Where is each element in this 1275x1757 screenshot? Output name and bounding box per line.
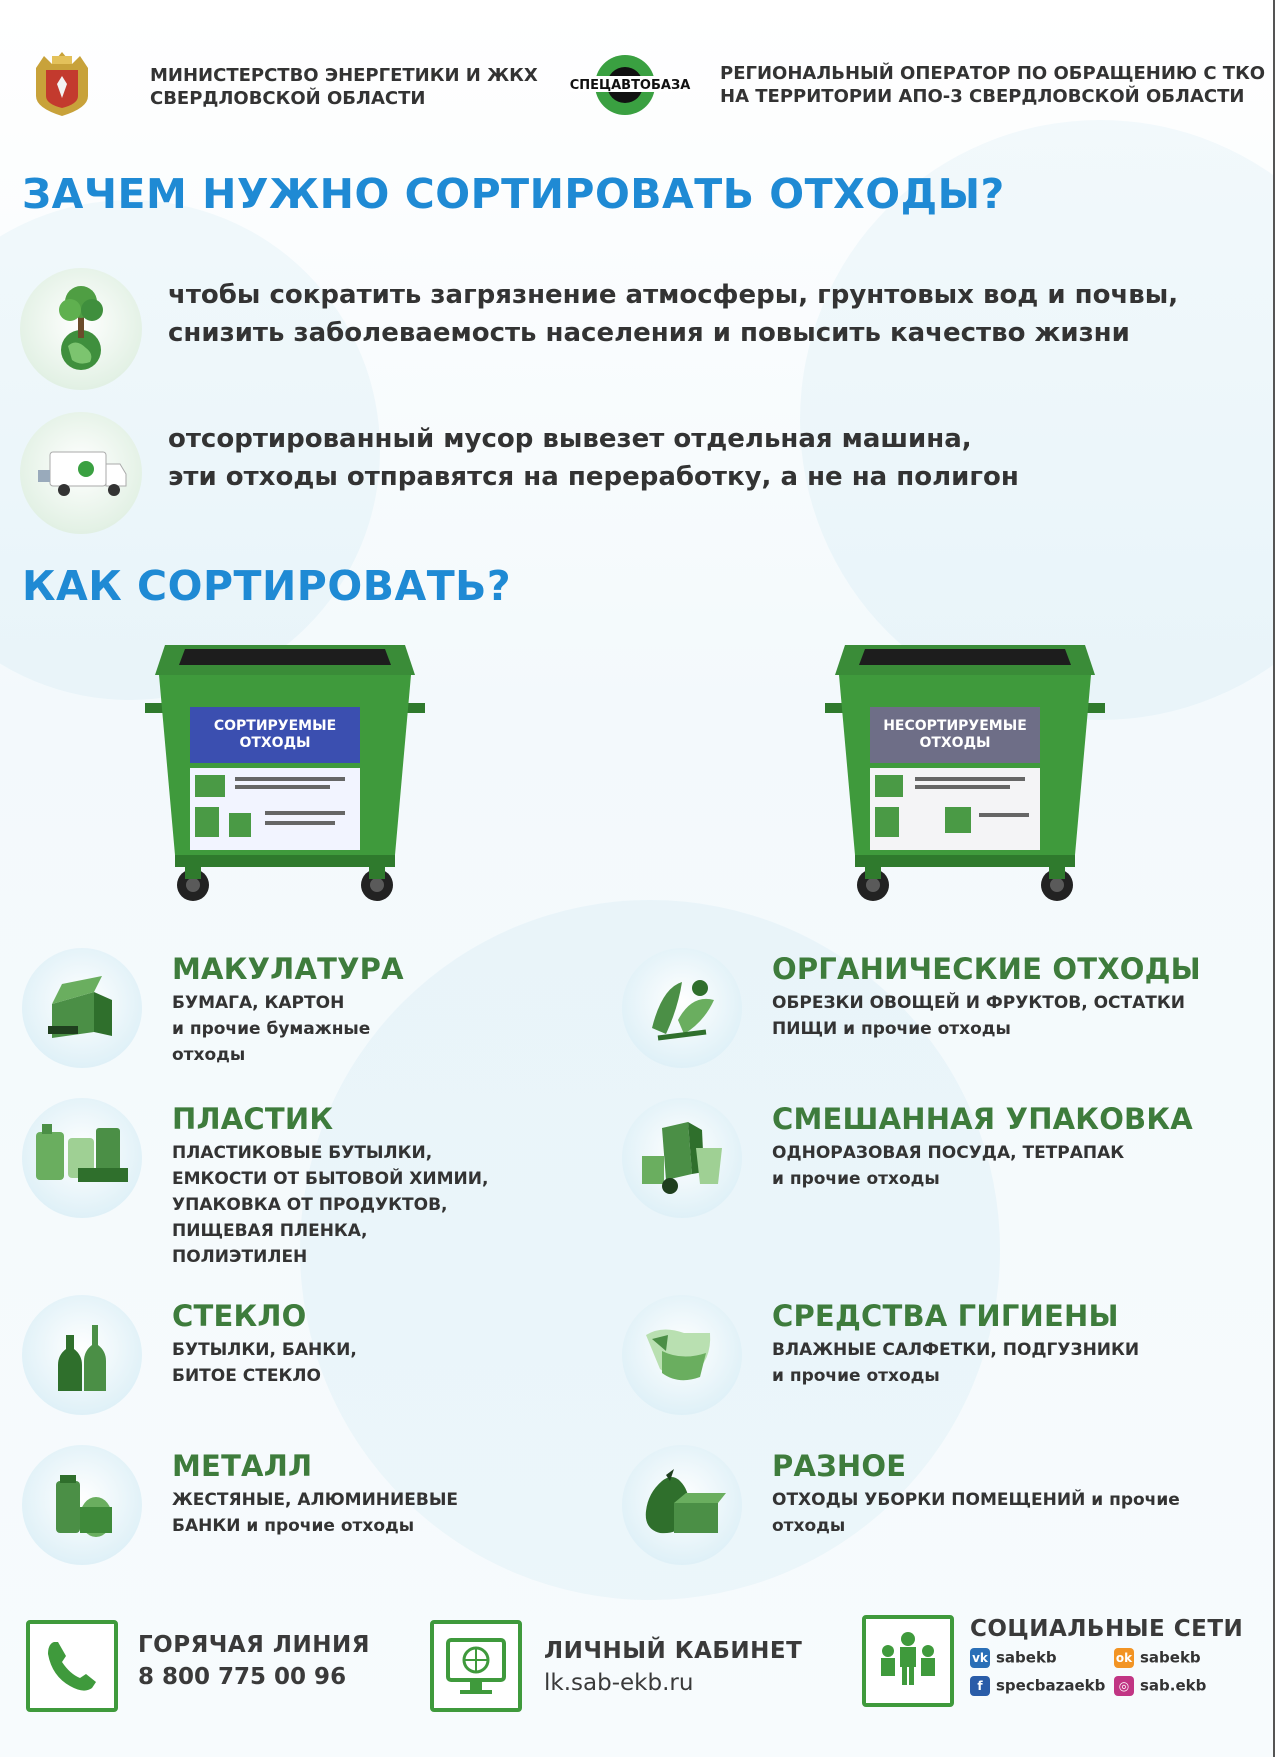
category-title: РАЗНОЕ bbox=[772, 1449, 907, 1483]
logo-text: СПЕЦАВТОБАЗА bbox=[569, 78, 691, 93]
social-label: СОЦИАЛЬНЫЕ СЕТИ bbox=[970, 1616, 1244, 1642]
category-hygiene bbox=[622, 1295, 1252, 1415]
hotline-phone-icon bbox=[26, 1620, 118, 1712]
description-line: ОТХОДЫ УБОРКИ ПОМЕЩЕНИЙ и прочие bbox=[772, 1490, 1180, 1510]
organic-waste-icon bbox=[622, 948, 742, 1068]
reason-item bbox=[20, 412, 1220, 532]
unsorted-waste-container bbox=[825, 635, 1105, 905]
description-line: ПОЛИЭТИЛЕН bbox=[172, 1247, 308, 1267]
vk-link[interactable] bbox=[970, 1648, 1057, 1668]
category-description bbox=[772, 990, 1185, 1042]
header bbox=[30, 40, 1266, 130]
reason-line: эти отходы отправятся на переработку, а не на полигон bbox=[168, 462, 1019, 492]
cabinet-url-link[interactable]: lk.sab-ekb.ru bbox=[544, 1670, 694, 1696]
instagram-handle: sab.ekb bbox=[1140, 1676, 1207, 1695]
description-line: ОБРЕЗКИ ОВОЩЕЙ И ФРУКТОВ, ОСТАТКИ bbox=[772, 993, 1186, 1013]
description-line: ПИЩИ и прочие отходы bbox=[772, 1019, 1011, 1039]
glass-bottles-icon bbox=[22, 1295, 142, 1415]
category-title: МЕТАЛЛ bbox=[172, 1449, 313, 1483]
vk-handle: sabekb bbox=[996, 1648, 1057, 1667]
description-line: и прочие отходы bbox=[772, 1169, 940, 1189]
category-glass bbox=[22, 1295, 582, 1415]
specavtobaza-logo bbox=[550, 50, 725, 120]
description-line: БИТОЕ СТЕКЛО bbox=[172, 1366, 321, 1386]
category-description bbox=[172, 1337, 357, 1389]
hotline-number[interactable]: 8 800 775 00 96 bbox=[138, 1664, 347, 1690]
personal-cabinet-icon bbox=[430, 1620, 522, 1712]
ok-handle: sabekb bbox=[1140, 1648, 1201, 1667]
container-label-line: НЕСОРТИРУЕМЫЕ bbox=[883, 718, 1027, 734]
category-paper bbox=[22, 948, 582, 1068]
operator-line-1: РЕГИОНАЛЬНЫЙ ОПЕРАТОР ПО ОБРАЩЕНИЮ С ТКО bbox=[720, 63, 1266, 84]
facebook-link[interactable] bbox=[970, 1676, 1105, 1696]
facebook-icon: f bbox=[970, 1676, 990, 1696]
category-title: ПЛАСТИК bbox=[172, 1102, 334, 1136]
odnoklassniki-link[interactable] bbox=[1114, 1648, 1201, 1668]
garbage-truck-icon bbox=[20, 412, 142, 534]
reason-line: чтобы сократить загрязнение атмосферы, грунтовых вод и почвы, bbox=[168, 280, 1179, 310]
reason-line: отсортированный мусор вывезет отдельная машина, bbox=[168, 424, 972, 454]
description-line: БАНКИ и прочие отходы bbox=[172, 1516, 415, 1536]
category-title: ОРГАНИЧЕСКИЕ ОТХОДЫ bbox=[772, 952, 1201, 986]
facebook-handle: specbazaekb bbox=[996, 1676, 1106, 1695]
container-label-line: СОРТИРУЕМЫЕ bbox=[213, 718, 337, 734]
instagram-icon: ◎ bbox=[1114, 1676, 1134, 1696]
instagram-link[interactable] bbox=[1114, 1676, 1206, 1696]
description-line: и прочие отходы bbox=[772, 1366, 940, 1386]
category-description bbox=[772, 1487, 1180, 1539]
category-metal bbox=[22, 1445, 582, 1565]
container-label-line: ОТХОДЫ bbox=[919, 735, 991, 751]
category-title: СТЕКЛО bbox=[172, 1299, 307, 1333]
category-description bbox=[172, 990, 370, 1068]
description-line: УПАКОВКА ОТ ПРОДУКТОВ, bbox=[172, 1195, 448, 1215]
ministry-name bbox=[150, 64, 538, 110]
category-organic bbox=[622, 948, 1252, 1068]
social-networks-icon bbox=[862, 1615, 954, 1707]
category-misc bbox=[622, 1445, 1252, 1565]
description-line: ПЛАСТИКОВЫЕ БУТЫЛКИ, bbox=[172, 1143, 433, 1163]
trash-bag-icon bbox=[622, 1445, 742, 1565]
why-heading: ЗАЧЕМ НУЖНО СОРТИРОВАТЬ ОТХОДЫ? bbox=[22, 170, 1005, 218]
description-line: отходы bbox=[172, 1045, 246, 1065]
description-line: БУМАГА, КАРТОН bbox=[172, 993, 345, 1013]
category-title: СРЕДСТВА ГИГИЕНЫ bbox=[772, 1299, 1119, 1333]
category-title: СМЕШАННАЯ УПАКОВКА bbox=[772, 1102, 1193, 1136]
description-line: БУТЫЛКИ, БАНКИ, bbox=[172, 1340, 357, 1360]
category-description bbox=[172, 1140, 488, 1270]
operator-name bbox=[720, 62, 1266, 108]
category-mixed-packaging bbox=[622, 1098, 1252, 1218]
reason-line: снизить заболеваемость населения и повысить качество жизни bbox=[168, 318, 1130, 348]
ministry-line-2: СВЕРДЛОВСКОЙ ОБЛАСТИ bbox=[150, 88, 426, 109]
tree-globe-icon bbox=[20, 268, 142, 390]
description-line: и прочие бумажные bbox=[172, 1019, 371, 1039]
reason-text bbox=[168, 276, 1178, 352]
operator-line-2: НА ТЕРРИТОРИИ АПО-3 СВЕРДЛОВСКОЙ ОБЛАСТИ bbox=[720, 86, 1245, 107]
plastic-containers-icon bbox=[22, 1098, 142, 1218]
container-label-line: ОТХОДЫ bbox=[239, 735, 311, 751]
odnoklassniki-icon: ok bbox=[1114, 1648, 1134, 1668]
container-label bbox=[190, 707, 360, 763]
description-line: ЕМКОСТИ ОТ БЫТОВОЙ ХИМИИ, bbox=[172, 1169, 489, 1189]
ministry-line-1: МИНИСТЕРСТВО ЭНЕРГЕТИКИ И ЖКХ bbox=[150, 65, 538, 86]
metal-cans-icon bbox=[22, 1445, 142, 1565]
diaper-icon bbox=[622, 1295, 742, 1415]
sorted-waste-container bbox=[145, 635, 425, 905]
category-title: МАКУЛАТУРА bbox=[172, 952, 404, 986]
category-description bbox=[772, 1140, 1124, 1192]
category-description bbox=[772, 1337, 1139, 1389]
description-line: отходы bbox=[772, 1516, 846, 1536]
mixed-packaging-icon bbox=[622, 1098, 742, 1218]
container-label bbox=[870, 707, 1040, 763]
description-line: ОДНОРАЗОВАЯ ПОСУДА, ТЕТРАПАК bbox=[772, 1143, 1125, 1163]
category-description bbox=[172, 1487, 458, 1539]
description-line: ВЛАЖНЫЕ САЛФЕТКИ, ПОДГУЗНИКИ bbox=[772, 1340, 1140, 1360]
description-line: ПИЩЕВАЯ ПЛЕНКА, bbox=[172, 1221, 368, 1241]
category-plastic bbox=[22, 1098, 582, 1268]
reason-text bbox=[168, 420, 1019, 496]
coat-of-arms-icon bbox=[30, 48, 94, 118]
how-heading: КАК СОРТИРОВАТЬ? bbox=[22, 562, 512, 610]
reason-item bbox=[20, 268, 1220, 388]
cabinet-label: ЛИЧНЫЙ КАБИНЕТ bbox=[544, 1638, 803, 1664]
cardboard-box-icon bbox=[22, 948, 142, 1068]
description-line: ЖЕСТЯНЫЕ, АЛЮМИНИЕВЫЕ bbox=[172, 1490, 459, 1510]
hotline-label: ГОРЯЧАЯ ЛИНИЯ bbox=[138, 1632, 370, 1658]
vk-icon: vk bbox=[970, 1648, 990, 1668]
